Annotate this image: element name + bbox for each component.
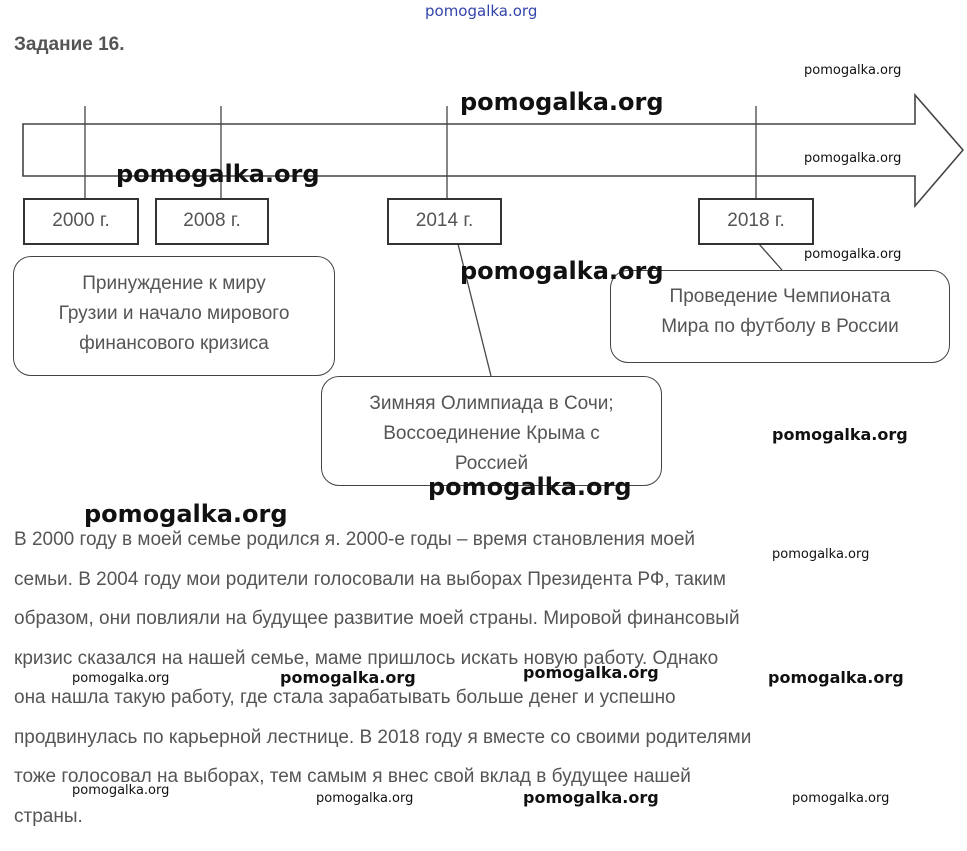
event-2014-line-3: Россией	[454, 453, 529, 474]
essay-line-8: страны.	[14, 805, 83, 827]
event-2014-line-1: Зимняя Олимпиада в Сочи;	[369, 393, 614, 414]
connector-2018	[759, 244, 782, 270]
essay-line-1: В 2000 году в моей семье родился я. 2000-е годы – время становления моей	[14, 529, 696, 550]
watermark: pomogalka.org	[804, 151, 902, 166]
watermark: pomogalka.org	[72, 783, 170, 798]
watermark: pomogalka.org	[804, 63, 902, 78]
watermark: pomogalka.org	[316, 791, 414, 806]
essay-line-4: кризис сказался на нашей семье, маме пришлось искать новую работу. Однако	[14, 647, 719, 669]
task-title: Задание 16.	[14, 34, 125, 55]
watermark: pomogalka.org	[280, 668, 416, 687]
watermark: pomogalka.org	[792, 791, 890, 806]
event-2008-line-1: Принуждение к миру	[82, 273, 266, 294]
essay-line-5: она нашла такую работу, где стала зарабатывать больше денег и успешно	[14, 687, 676, 708]
watermark: pomogalka.org	[84, 500, 288, 528]
watermark: pomogalka.org	[428, 473, 632, 501]
watermark: pomogalka.org	[804, 247, 902, 262]
year-box-2018: 2018 г.	[698, 198, 814, 245]
event-2018-line-1: Проведение Чемпионата	[669, 286, 891, 307]
watermark: pomogalka.org	[425, 2, 538, 20]
essay-line-7: тоже голосовал на выборах, тем самым я внес свой вклад в будущее нашей	[14, 766, 691, 787]
watermark: pomogalka.org	[460, 88, 664, 116]
essay-line-6: продвинулась по карьерной лестнице. В 2018 году я вместе со своими родителями	[14, 726, 752, 748]
watermark: pomogalka.org	[523, 663, 659, 682]
event-2018-line-2: Мира по футболу в России	[661, 316, 899, 337]
watermark: pomogalka.org	[523, 788, 659, 807]
essay-line-2: семьи. В 2004 году мои родители голосовали на выборах Президента РФ, таким	[14, 568, 726, 590]
watermark: pomogalka.org	[116, 160, 320, 188]
year-box-2014: 2014 г.	[387, 198, 502, 245]
watermark: pomogalka.org	[72, 671, 170, 686]
watermark: pomogalka.org	[460, 257, 664, 285]
watermark: pomogalka.org	[772, 425, 908, 444]
event-2008-line-2: Грузии и начало мирового	[58, 303, 290, 324]
event-2008-line-3: финансового кризиса	[79, 333, 269, 354]
year-box-2000: 2000 г.	[23, 198, 139, 245]
event-box-2008	[13, 256, 335, 376]
event-2014-line-2: Воссоединение Крыма с	[383, 423, 600, 444]
watermark: pomogalka.org	[772, 547, 870, 562]
year-box-2008: 2008 г.	[155, 198, 269, 245]
essay-line-3: образом, они повлияли на будущее развитие моей страны. Мировой финансовый	[14, 608, 740, 629]
event-box-2014	[321, 376, 662, 486]
watermark: pomogalka.org	[768, 668, 904, 687]
